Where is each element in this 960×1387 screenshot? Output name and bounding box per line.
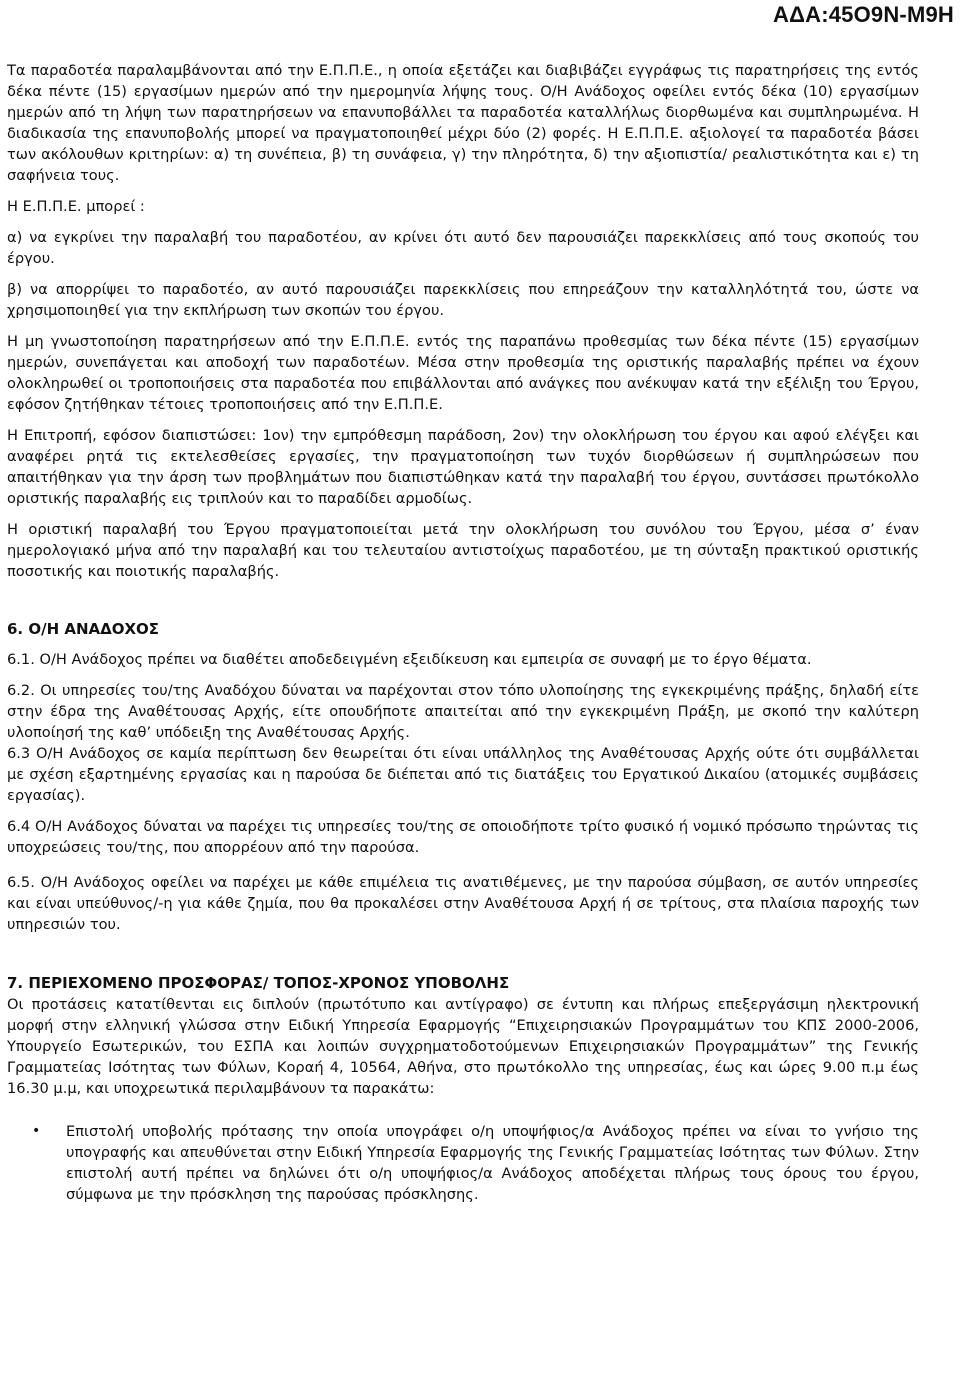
section-6-5: 6.5. Ο/Η Ανάδοχος οφείλει να παρέχει με κάθε επιμέλεια τις ανατιθέμενες, με την παρούσα σύμβαση, σε αυτόν υπηρεσίες και είναι υπεύθυνος/-η για κάθε ζημία, που θα προκαλέσει στην Αναθέτουσα Αρχή ή σε τρίτους, στα πλαίσια παροχής των υπηρεσιών του. bbox=[7, 874, 919, 933]
document-body bbox=[7, 60, 919, 1205]
paragraph-deliverables-review: Τα παραδοτέα παραλαμβάνονται από την Ε.Π.Π.Ε., η οποία εξετάζει και διαβιβάζει εγγράφως τις παρατηρήσεις της εντός δέκα πέντε (15) εργασίμων ημερών από την ημερομηνία λήψης τους. Ο/Η Ανάδοχος οφείλει εντός δέκα (10) εργασίμων ημερών από τη λήψη των παρατηρήσεων να επανυποβάλλει τα παραδοτέα καταλλήλως διορθωμένα και συμπληρωμένα. Η διαδικασία της επανυποβολής μπορεί να πραγματοποιηθεί μέχρι δύο (2) φορές. Η Ε.Π.Π.Ε. αξιολογεί τα παραδοτέα βάσει των ακόλουθων κριτηρίων: α) τη συνέπεια, β) τη συνάφεια, γ) την πληρότητα, δ) την αξιοπιστία/ ρεαλιστικότητα και ε) τη σαφήνεια τους. bbox=[7, 62, 919, 184]
section-7-heading: 7. ΠΕΡΙΕΧΟΜΕΝΟ ΠΡΟΣΦΟΡΑΣ/ ΤΟΠΟΣ-ΧΡΟΝΟΣ ΥΠΟΒΟΛΗΣ bbox=[7, 974, 510, 992]
requirements-list bbox=[7, 1121, 919, 1205]
section-7-intro: Οι προτάσεις κατατίθενται εις διπλούν (πρωτότυπο και αντίγραφο) σε έντυπη και πλήρως επεξεργάσιμη ηλεκτρονική μορφή στην ελληνική γλώσσα στην Ειδική Υπηρεσία Εφαρμογής “Επιχειρησιακών Προγραμμάτων του ΚΠΣ 2000-2006, Υπουργείο Εσωτερικών, του ΕΣΠΑ και λοιπών συγχρηματοδοτούμενων Επιχειρησιακών Προγραμμάτων” της Γενικής Γραμματείας Ισότητας των Φύλων, Κοραή 4, 10564, Αθήνα, στο πρωτόκολλο της υπηρεσίας, έως και ώρες 9.00 π.μ έως 16.30 μ.μ, και υποχρεωτικά περιλαμβάνουν τα παρακάτω: bbox=[7, 996, 919, 1097]
list-item bbox=[7, 1121, 919, 1205]
paragraph-final-acceptance: Η οριστική παραλαβή του Έργου πραγματοποιείται μετά την ολοκλήρωση του συνόλου του Έργου, μέσα σ’ έναν ημερολογιακό μήνα από την παραλαβή και του τελευταίου αντιστοίχως παραδοτέου, με τη σύνταξη πρακτικού οριστικής ποσοτικής και ποιοτικής παραλαβής. bbox=[7, 521, 919, 580]
paragraph-committee: Η Επιτροπή, εφόσον διαπιστώσει: 1ον) την εμπρόθεσμη παράδοση, 2ον) την ολοκλήρωση του έργου και αφού ελέγξει και αναφέρει ρητά τις εκτελεσθείσες εργασίες, την πραγματοποίηση των τυχόν διορθώσεων ή συμπληρώσεων που απαιτήθηκαν για την άρση των προβλημάτων που διαπιστώθηκαν κατά την παραλαβή του έργου, συντάσσει πρωτόκολλο οριστικής παραλαβής εις τριπλούν και το παραδίδει αρμοδίως. bbox=[7, 427, 919, 507]
section-6-4: 6.4 Ο/Η Ανάδοχος δύναται να παρέχει τις υπηρεσίες του/της σε οποιοδήποτε τρίτο φυσικό ή νομικό πρόσωπο τηρώντας τις υποχρεώσεις του/της, που απορρέουν από την παρούσα. bbox=[7, 818, 919, 856]
paragraph-epie-may: Η Ε.Π.Π.Ε. μπορεί : bbox=[7, 198, 145, 215]
bullet-icon: • bbox=[32, 1123, 41, 1139]
list-item-text: Επιστολή υποβολής πρότασης την οποία υπογράφει ο/η υποψήφιος/α Ανάδοχος πρέπει να είναι το γνήσιο της υπογραφής και απευθύνεται στην Ειδική Υπηρεσία Εφαρμογής της Γενικής Γραμματείας Ισότητας των Φύλων. Στην επιστολή αυτή πρέπει να δηλώνει ότι ο/η υποψήφιος/α Ανάδοχος αποδέχεται πλήρως τους όρους του έργου, σύμφωνα με την πρόσκληση της παρούσας πρόσκλησης. bbox=[66, 1123, 919, 1203]
section-6-2: 6.2. Οι υπηρεσίες του/της Αναδόχου δύναται να παρέχονται στον τόπο υλοποίησης της εγκεκριμένης πράξης, δηλαδή είτε στην έδρα της Αναθέτουσας Αρχής, είτε οπουδήποτε απαιτείται από την εγκεκριμένη Πράξη, με σκοπό την καλύτερη υλοποίησή της καθ’ υπόδειξη της Αναθέτουσας Αρχής. bbox=[7, 682, 919, 741]
paragraph-option-a: α) να εγκρίνει την παραλαβή του παραδοτέου, αν κρίνει ότι αυτό δεν παρουσιάζει παρεκκλίσεις από τους σκοπούς του έργου. bbox=[7, 229, 919, 267]
section-6-heading: 6. Ο/Η ΑΝΑΔΟΧΟΣ bbox=[7, 620, 160, 638]
section-6-3: 6.3 Ο/Η Ανάδοχος σε καμία περίπτωση δεν θεωρείται ότι είναι υπάλληλος της Αναθέτουσας Αρχής ούτε ότι συμβάλλεται με σχέση εξαρτημένης εργασίας και η παρούσα δε διέπεται από τις διατάξεις του Εργατικού Δικαίου (ατομικές συμβάσεις εργασίας). bbox=[7, 745, 919, 804]
paragraph-option-b: β) να απορρίψει το παραδοτέο, αν αυτό παρουσιάζει παρεκκλίσεις που επηρεάζουν την καταλληλότητά του, ώστε να χρησιμοποιηθεί για την εκπλήρωση των σκοπών του έργου. bbox=[7, 281, 919, 319]
ada-code: ΑΔΑ:45Ο9Ν-Μ9Η bbox=[773, 2, 954, 27]
paragraph-non-notification: Η μη γνωστοποίηση παρατηρήσεων από την Ε.Π.Π.Ε. εντός της παραπάνω προθεσμίας των δέκα πέντε (15) εργασίμων ημερών, συνεπάγεται και αποδοχή των παραδοτέων. Μέσα στην προθεσμία της οριστικής παραλαβής πρέπει να έχουν ολοκληρωθεί οι τροποποιήσεις στα παραδοτέα που επιβάλλονται από ανάγκες που ανέκυψαν κατά την εξέλιξη του Έργου, εφόσον ζητήθηκαν τέτοιες τροποποιήσεις από την Ε.Π.Π.Ε. bbox=[7, 333, 919, 413]
section-6-1: 6.1. Ο/Η Ανάδοχος πρέπει να διαθέτει αποδεδειγμένη εξειδίκευση και εμπειρία σε συναφή με το έργο θέματα. bbox=[7, 651, 812, 668]
